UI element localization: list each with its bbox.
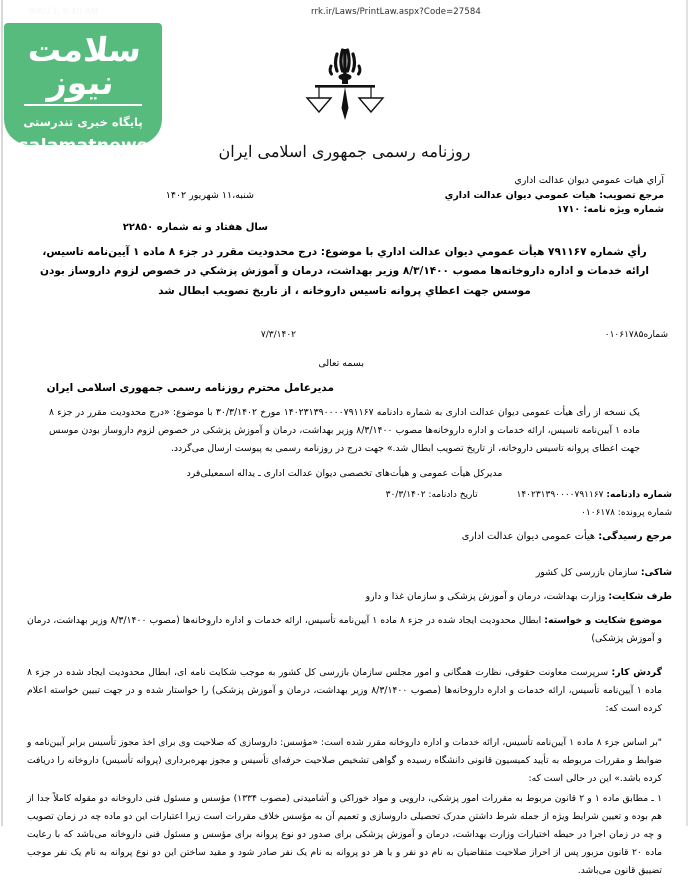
letter-date: ۷/۳/۱۴۰۲ <box>260 330 296 340</box>
logo-subtitle: پایگاه خبری تندرستی <box>23 115 143 129</box>
letter-signature: مدیرکل هیأت عمومی و هیأت‌های تخصصی دیوان عدالت اداری ـ یداله اسمعیلی‌فرد <box>186 468 503 479</box>
judiciary-scales-emblem-icon <box>297 48 393 138</box>
masthead-date: شنبه،۱۱ شهريور ۱۴۰۲ <box>165 190 254 201</box>
row-taraf-shekayat <box>17 588 672 606</box>
print-timestamp: 9/8/23, 9:40 AM <box>29 7 99 17</box>
dadnameh-no-label: شماره دادنامه: <box>606 490 672 500</box>
marja-label: مرجع رسیدگی: <box>598 531 672 543</box>
mozoo-label: موضوع شکایت و خواسته: <box>544 615 663 626</box>
letter-body-paragraph: یک نسخه از رأی هیأت عمومی دیوان عدالت اداری به شماره دادنامه ۱۴۰۲۳۱۳۹۰۰۰۰۷۹۱۱۶۷ مورخ ۳۰/۳/۱۴۰۲ با موضوع: «درج محدودیت مقرر در جزء ۸ ماده ۱ آیین‌نامه تاسیس، ارائه خدمات و اداره داروخانه‌ها مصوب ۸/۳/۱۴۰۰ وزیر بهداشت، درمان و آموزش پزشکی در خصوص لزوم داروساز بودن موسس جهت اعطای پروانه تاسیس داروخانه، از تاریخ تصویب ابطال شد.» جهت درج در روزنامه رسمی به پیوست ارسال می‌گردد. <box>49 407 640 455</box>
case-metadata-block <box>17 487 672 606</box>
section-quoted-regulation: "بر اساس جزء ۸ ماده ۱ آیین‌نامه تأسیس، ارائه خدمات و اداره داروخانه مقرر شده است: «مؤسس: داروسازی که صلاحیت وی برای اخذ مجوز تأسیس برابر آیین‌نامه و ضوابط و مقررات مربوطه به تأیید کمیسیون قانونی دانشگاه رسیده و گواهی تشخیص صلاحیت حرفه‌ای تأسیس و مجوز بهره‌برداری (پروانه تأسیس) داروخانه را دریافت کرده باشد.» این در حالی است که: <box>27 737 662 784</box>
logo-script-text: سلامت نیوز <box>26 30 144 102</box>
approval-authority-label: مرجع تصويب: <box>599 189 664 201</box>
row-parvandeh <box>17 505 672 522</box>
document-page <box>1 0 688 876</box>
volume-issue-line: سال هفتاد و نه شماره ۲۲۸۵۰ <box>122 222 268 233</box>
shaki-value: سازمان بازرسی کل کشور <box>535 566 638 578</box>
parvandeh-value: ۰۱۰۶۱۷۸ <box>581 508 615 519</box>
invocation-line: بسمه تعالی <box>318 358 364 369</box>
special-issue-label: شماره ويژه نامه: <box>583 204 664 216</box>
gardesh-label: گردش کار: <box>611 667 662 678</box>
masthead-meta <box>17 174 672 220</box>
letter-addressee: مدیرعامل محترم روزنامه رسمی جمهوری اسلامی ایران <box>46 382 334 394</box>
masthead-category: آراي هيات عمومي ديوان عدالت اداري <box>514 175 664 186</box>
row-shaki <box>17 564 672 582</box>
taraf-label: طرف شکایت: <box>608 591 672 603</box>
dadnameh-date-label: تاریخ دادنامه: <box>428 490 478 500</box>
special-issue-value: ۱۷۱۰ <box>556 204 581 216</box>
letter-number-value: ۰۱۰۶۱۷۸۵ <box>604 330 644 340</box>
shaki-label: شاکی: <box>640 566 672 578</box>
ruling-title: رأي شماره ۷۹۱۱۶۷ هيأت عمومي ديوان عدالت اداري با موضوع: درج محدوديت مقرر در جزء ۸ ماده ۱ آيين‌نامه تاسيس، ارائه خدمات و اداره داروخانه‌ها مصوب ۸/۳/۱۴۰۰ وزير بهداشت، درمان و آموزش پزشکي در خصوص لزوم داروساز بودن موسس جهت اعطاي پروانه تاسيس داروخانه ، از تاريخ تصويب ابطال شد <box>39 246 650 297</box>
gardesh-text: سرپرست معاونت حقوقی، نظارت همگانی و امور مجلس سازمان بازرسی کل کشور به موجب شکایت نامه ای، ابطال محدودیت ایجاد شده در جزء ۸ ماده ۱ آیین‌نامه تأسیس، ارائه خدمات و اداره داروخانه‌ها (مصوب ۸/۳/۱۴۰۰ وزیر بهداشت، درمان و آموزش پزشکی) را خواستار شده و در جهت تبیین خواسته اعلام کرده است که: <box>27 667 662 715</box>
section-gardesh-kar <box>27 664 662 718</box>
mozoo-text: ابطال محدودیت ایجاد شده در جزء ۸ ماده ۱ آیین‌نامه تأسیس، ارائه خدمات و اداره داروخانه‌ها (مصوب ۸/۳/۱۴۰۰ وزیر بهداشت، درمان و آموزش پزشکی) <box>27 615 662 645</box>
section-mozoo-shekayat <box>27 612 662 648</box>
gazette-masthead-emblem <box>3 48 686 161</box>
print-source-url: rrk.ir/Laws/PrintLaw.aspx?Code=27584 <box>311 7 481 17</box>
dadnameh-no-value: ۱۴۰۲۳۱۳۹۰۰۰۰۷۹۱۱۶۷ <box>516 490 604 500</box>
taraf-value: وزارت بهداشت، درمان و آموزش پزشکی و سازمان غذا و دارو <box>365 591 606 603</box>
approval-authority-value: هيات عمومي ديوان عدالت اداري <box>444 189 596 201</box>
letter-number <box>605 330 668 340</box>
gazette-name: روزنامه رسمی جمهوری اسلامی ایران <box>218 142 471 161</box>
letter-number-label: شماره <box>643 330 668 340</box>
marja-value: هیأت عمومی دیوان عدالت اداری <box>461 531 596 543</box>
logo-latin-name: salamatnews <box>18 136 148 156</box>
row-marja-rasidegi <box>17 528 672 547</box>
print-header <box>3 6 686 22</box>
row-dadnameh <box>17 487 672 504</box>
dadnameh-date-value: ۳۰/۳/۱۴۰۲ <box>385 490 426 500</box>
section-argument-item-1: ۱ ـ مطابق ماده ۱ و ۲ قانون مربوط به مقررات امور پزشکی، دارویی و مواد خوراکی و آشامیدنی (مصوب ۱۳۳۴) مؤسس و مسئول فنی داروخانه دو مقوله کاملاً جدا از هم بوده و تعیین شرایط ویژه از جمله شرط داشتن مدرک تحصیلی داروسازی و تعمیم آن به مؤسس خلاف مقررات است زیرا اعتبارات این دو ماده چه در زمان تصویب و چه در زمان اجرا در حیطه اختیارات وزارت بهداشت، درمان و آموزش پزشکی برای صدور دو نوع پروانه برای مؤسس و مسئول فنی داروخانه می‌باشد که با رعایت ماده ۲۰ قانون مزبور پس از احراز صلاحیت متقاضیان به نام دو نفر و یا هر دو پروانه به نام یک نفر صادر شود و مقید ساختن این دو نوع پروانه به نام یک نفر موجب تضییق قانون می‌باشد. <box>27 793 663 876</box>
parvandeh-label: شماره پرونده: <box>617 508 672 519</box>
